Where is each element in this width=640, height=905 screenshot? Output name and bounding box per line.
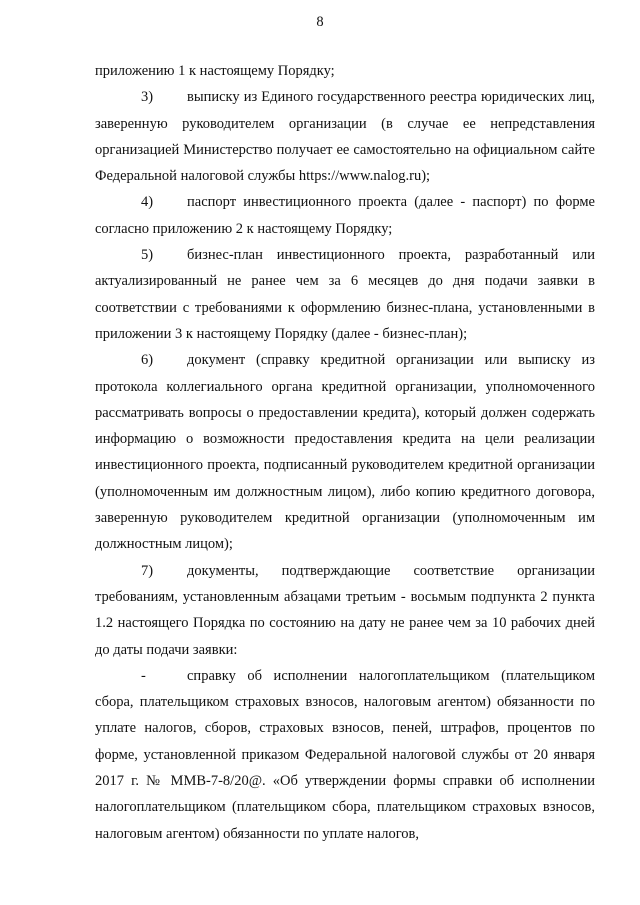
list-marker: 3) bbox=[141, 89, 154, 106]
list-item-text: выписку из Единого государственного реестра юридических лиц, заверенную руководителем организации (в случае ее непредставления организацией Министерство получает ее самостоятельно на официальном сайте Федеральной налоговой службы https://www.nalog.ru); bbox=[95, 89, 595, 185]
paragraph-text: приложению 1 к настоящему Порядку; bbox=[95, 63, 335, 79]
list-item-dash bbox=[95, 663, 595, 847]
paragraph-continuation bbox=[95, 58, 595, 84]
list-item-text: документы, подтверждающие соответствие организации требованиям, установленным абзацами третьим - восьмым подпункта 2 пункта 1.2 настоящего Порядка по состоянию на дату не ранее чем за 10 рабочих дней до даты подачи заявки: bbox=[95, 562, 595, 658]
list-item-3 bbox=[95, 84, 595, 189]
list-marker: 5) bbox=[141, 247, 154, 264]
document-body bbox=[95, 58, 595, 847]
list-item-7 bbox=[95, 558, 595, 663]
list-item-4 bbox=[95, 189, 595, 242]
page-number: 8 bbox=[316, 14, 324, 30]
list-item-text: документ (справку кредитной организации или выписку из протокола коллегиального органа кредитной организации, уполномоченного рассматривать вопросы о предоставлении кредита), который должен содержать информацию о возможности предоставления кредита на цели реализации инвестиционного проекта, подписанный руководителем кредитной организации (уполномоченным им должностным лицом), либо копию кредитного договора, заверенную руководителем кредитной организации (уполномоченным им должностным лицом); bbox=[95, 352, 595, 553]
list-item-6 bbox=[95, 347, 595, 557]
list-item-text: справку об исполнении налогоплательщиком (плательщиком сбора, плательщиком страховых взносов, налоговым агентом) обязанности по уплате налогов, сборов, страховых взносов, пеней, штрафов, процентов по форме, установленной приказом Федеральной налоговой службы от 20 января 2017 г. № ММВ-7-8/20@. «Об утверждении формы справки об исполнении налогоплательщиком (плательщиком сбора, плательщиком страховых взносов, налоговым агентом) обязанности по уплате налогов, bbox=[95, 667, 595, 842]
list-marker: 4) bbox=[141, 194, 154, 211]
list-item-text: бизнес-план инвестиционного проекта, разработанный или актуализированный не ранее чем за 6 месяцев до дня подачи заявки в соответствии с требованиями к оформлению бизнес-плана, установленными в приложении 3 к настоящему Порядку (далее - бизнес-план); bbox=[95, 247, 595, 342]
list-item-5 bbox=[95, 242, 595, 347]
list-marker: - bbox=[141, 667, 146, 684]
list-marker: 7) bbox=[141, 562, 154, 579]
list-marker: 6) bbox=[141, 352, 154, 369]
list-item-text: паспорт инвестиционного проекта (далее - паспорт) по форме согласно приложению 2 к настоящему Порядку; bbox=[95, 194, 595, 237]
